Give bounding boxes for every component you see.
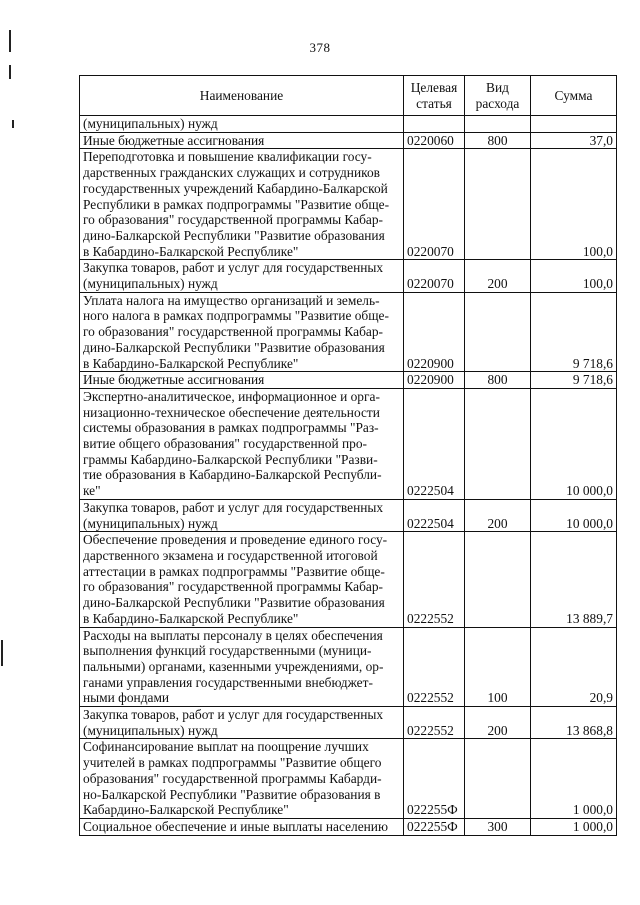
- row-name: Расходы на выплаты персоналу в целях обеспечения выполнения функций государственными (муници- пальными) органами, казенными учреждениями, ор- ганами управления государственными внебюджет- ными фондами: [80, 627, 404, 707]
- row-target-article: 0220070: [404, 260, 465, 292]
- row-expense-type: [465, 532, 531, 627]
- table-header: [80, 76, 617, 116]
- table-row: [80, 372, 617, 389]
- scan-mark: [12, 120, 14, 128]
- table-row: [80, 818, 617, 835]
- scan-mark: [1, 640, 3, 666]
- row-expense-type: 200: [465, 260, 531, 292]
- row-expense-type: 300: [465, 818, 531, 835]
- scan-mark: [9, 65, 11, 79]
- row-name: Экспертно-аналитическое, информационное и орга- низационно-техническое обеспечение деятельности системы образования в рамках подпрограммы "Раз- витие общего образования" государственной про- граммы Кабардино-Балкарской Республики "Разви- тие образования в Кабардино-Балкарской Республи- ке": [80, 388, 404, 499]
- table-row: [80, 627, 617, 707]
- row-sum: 10 000,0: [531, 388, 617, 499]
- row-sum: 9 718,6: [531, 372, 617, 389]
- row-expense-type: 800: [465, 132, 531, 149]
- row-target-article: 0222504: [404, 499, 465, 531]
- row-target-article: 022255Ф: [404, 818, 465, 835]
- row-name: Софинансирование выплат на поощрение лучших учителей в рамках подпрограммы "Развитие общего образования" государственной программы Кабарди- но-Балкарской Республики "Развитие образования в Кабардино-Балкарской Республике": [80, 739, 404, 819]
- table-row: [80, 149, 617, 260]
- row-name: Закупка товаров, работ и услуг для государственных (муниципальных) нужд: [80, 260, 404, 292]
- row-name: Закупка товаров, работ и услуг для государственных (муниципальных) нужд: [80, 707, 404, 739]
- row-name: Закупка товаров, работ и услуг для государственных (муниципальных) нужд: [80, 499, 404, 531]
- row-expense-type: [465, 149, 531, 260]
- row-sum: 100,0: [531, 260, 617, 292]
- table-row: [80, 132, 617, 149]
- header-name: Наименование: [80, 76, 404, 116]
- row-sum: 20,9: [531, 627, 617, 707]
- row-expense-type: [465, 116, 531, 133]
- row-sum: 100,0: [531, 149, 617, 260]
- table-row: [80, 292, 617, 372]
- row-name: Уплата налога на имущество организаций и земель- ного налога в рамках подпрограммы "Развитие обще- го образования" государственной программы Кабар- дино-Балкарской Республики "Развитие образования в Кабардино-Балкарской Республике": [80, 292, 404, 372]
- row-sum: [531, 116, 617, 133]
- row-sum: 1 000,0: [531, 739, 617, 819]
- budget-table: [79, 75, 617, 836]
- row-expense-type: [465, 388, 531, 499]
- row-target-article: 022255Ф: [404, 739, 465, 819]
- row-target-article: 0220060: [404, 132, 465, 149]
- header-target: Целевая статья: [404, 76, 465, 116]
- row-target-article: 0222504: [404, 388, 465, 499]
- table-body: [80, 116, 617, 836]
- row-sum: 10 000,0: [531, 499, 617, 531]
- row-expense-type: 200: [465, 707, 531, 739]
- header-type: Вид расхода: [465, 76, 531, 116]
- row-target-article: 0220900: [404, 292, 465, 372]
- row-name: Иные бюджетные ассигнования: [80, 372, 404, 389]
- row-name: Социальное обеспечение и иные выплаты населению: [80, 818, 404, 835]
- row-target-article: 0220070: [404, 149, 465, 260]
- row-target-article: 0222552: [404, 707, 465, 739]
- row-target-article: [404, 116, 465, 133]
- row-expense-type: 800: [465, 372, 531, 389]
- table-row: [80, 116, 617, 133]
- row-name: Переподготовка и повышение квалификации госу- дарственных гражданских служащих и сотрудников государственных учреждений Кабардино-Балкарской Республики в рамках подпрограммы "Развитие обще- го образования" государственной программы Кабар- дино-Балкарской Республики "Развитие образования в Кабардино-Балкарской Республике": [80, 149, 404, 260]
- row-expense-type: 100: [465, 627, 531, 707]
- row-name: Обеспечение проведения и проведение единого госу- дарственного экзамена и государственной итоговой аттестации в рамках подпрограммы "Развитие обще- го образования" государственной программы Кабар- дино-Балкарской Республики "Развитие образования в Кабардино-Балкарской Республике": [80, 532, 404, 627]
- row-expense-type: [465, 292, 531, 372]
- table-row: [80, 739, 617, 819]
- table-row: [80, 499, 617, 531]
- row-expense-type: 200: [465, 499, 531, 531]
- row-name: Иные бюджетные ассигнования: [80, 132, 404, 149]
- row-target-article: 0222552: [404, 532, 465, 627]
- row-name: (муниципальных) нужд: [80, 116, 404, 133]
- row-target-article: 0220900: [404, 372, 465, 389]
- row-target-article: 0222552: [404, 627, 465, 707]
- row-sum: 13 889,7: [531, 532, 617, 627]
- row-expense-type: [465, 739, 531, 819]
- table-row: [80, 260, 617, 292]
- row-sum: 13 868,8: [531, 707, 617, 739]
- table-row: [80, 532, 617, 627]
- table-row: [80, 707, 617, 739]
- page-number: 378: [309, 40, 331, 55]
- table-row: [80, 388, 617, 499]
- row-sum: 9 718,6: [531, 292, 617, 372]
- header-sum: Сумма: [531, 76, 617, 116]
- row-sum: 37,0: [531, 132, 617, 149]
- row-sum: 1 000,0: [531, 818, 617, 835]
